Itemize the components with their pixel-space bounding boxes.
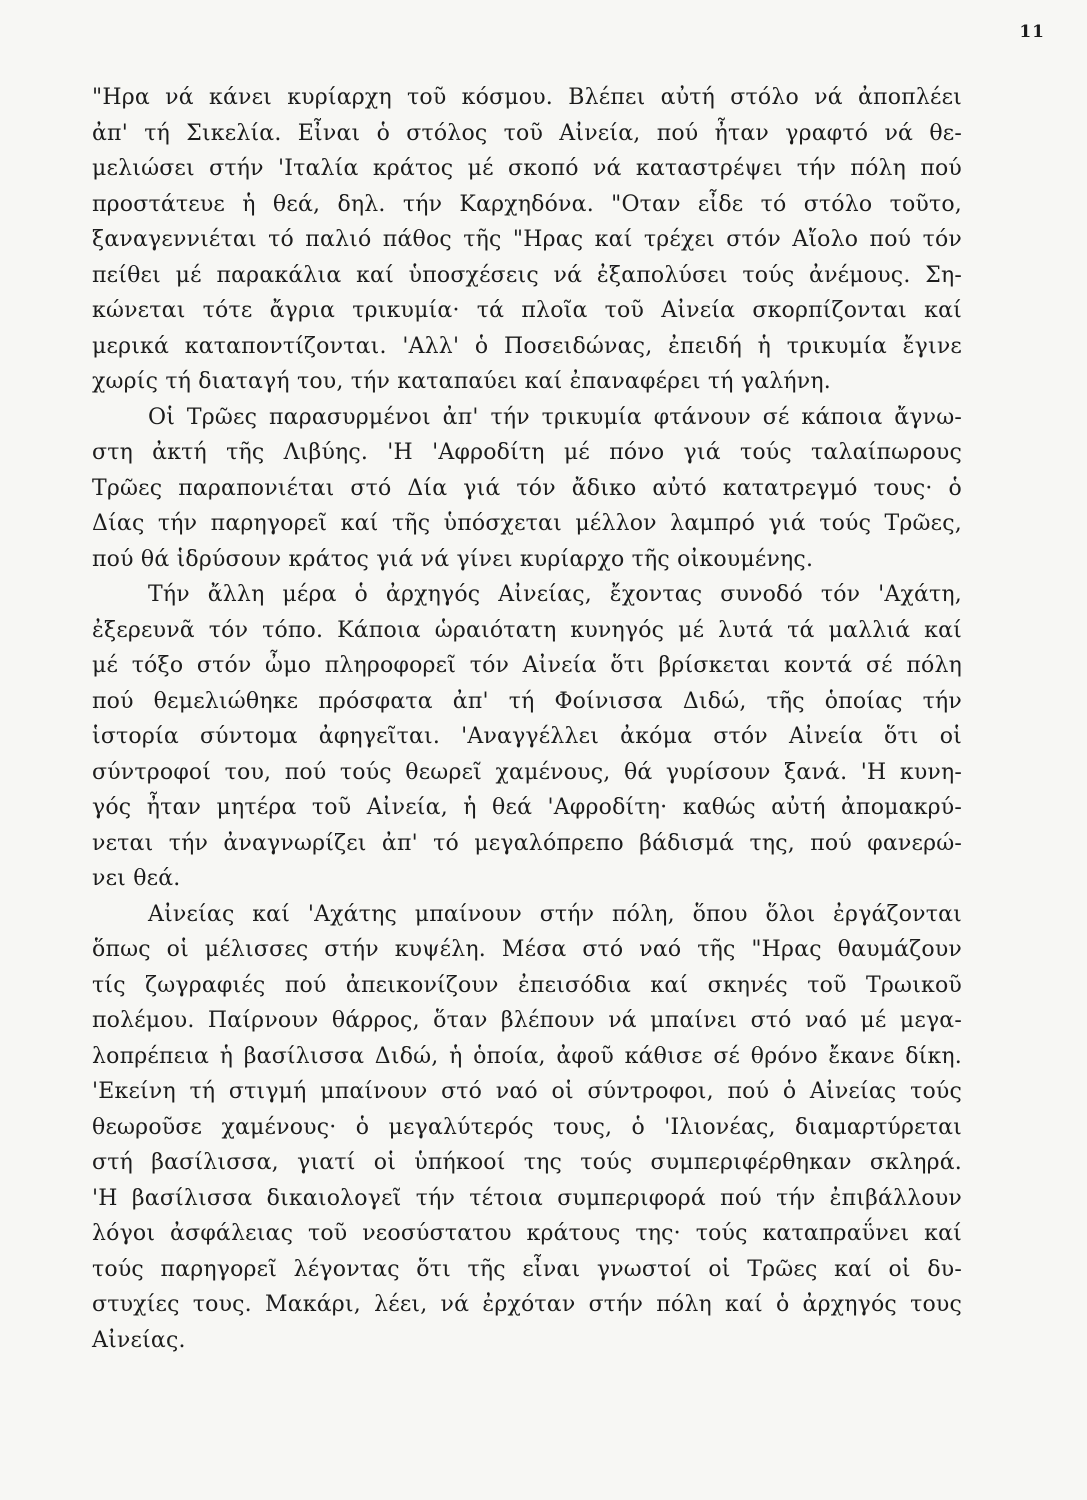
paragraph [92, 577, 962, 897]
text-line: πού θά ἱδρύσουν κράτος γιά νά γίνει κυρίαρχο τῆς οἰκουμένης. [92, 546, 814, 572]
text-line: Δίας τήν παρηγορεῖ καί τῆς ὑπόσχεται μέλλον λαμπρό γιά τούς Τρῶες, [92, 511, 962, 536]
text-line: λόγοι ἀσφάλειας τοῦ νεοσύστατου κράτους της· τούς καταπραΰνει καί [92, 1221, 962, 1246]
text-line: χωρίς τή διαταγή του, τήν καταπαύει καί ἐπαναφέρει τή γαλήνη. [92, 369, 831, 394]
text-line: θεωροῦσε χαμένους· ὁ μεγαλύτερός τους, ὁ 'Ιλιονέας, διαμαρτύρεται [92, 1114, 962, 1140]
page-number: 11 [1019, 22, 1045, 42]
text-line: μερικά καταποντίζονται. 'Αλλ' ὁ Ποσειδώνας, ἐπειδή ἡ τρικυμία ἔγινε [92, 333, 962, 359]
text-line: νει θεά. [92, 866, 181, 891]
text-line: γός ἦταν μητέρα τοῦ Αἰνεία, ἡ θεά 'Αφροδίτη· καθώς αὐτή ἀπομακρύ- [92, 795, 962, 820]
text-line: Αἰνείας. [92, 1327, 186, 1353]
text-line: πολέμου. Παίρνουν θάρρος, ὅταν βλέπουν νά μπαίνει στό ναό μέ μεγα- [92, 1008, 962, 1033]
text-line: μελιώσει στήν 'Ιταλία κράτος μέ σκοπό νά καταστρέψει τήν πόλη πού [92, 156, 962, 181]
text-line: 'Εκείνη τή στιγμή μπαίνουν στό ναό οἱ σύντροφοι, πού ὁ Αἰνείας τούς [92, 1079, 962, 1104]
body-text [92, 80, 962, 1358]
text-line: 'Η βασίλισσα δικαιολογεῖ τήν τέτοια συμπεριφορά πού τήν ἐπιβάλλουν [92, 1185, 962, 1211]
text-line: λοπρέπεια ἡ βασίλισσα Διδώ, ἡ ὁποία, ἀφοῦ κάθισε σέ θρόνο ἔκανε δίκη. [92, 1043, 962, 1069]
text-line: "Ηρα νά κάνει κυρίαρχη τοῦ κόσμου. Βλέπει αὐτή στόλο νά ἀποπλέει [92, 85, 962, 110]
text-line: πού θεμελιώθηκε πρόσφατα ἀπ' τή Φοίνισσα Διδώ, τῆς ὁποίας τήν [92, 688, 962, 714]
paragraph [92, 80, 962, 400]
text-line: Τήν ἄλλη μέρα ὁ ἀρχηγός Αἰνείας, ἔχοντας συνοδό τόν 'Αχάτη, [148, 582, 962, 607]
text-line: ἐξερευνᾶ τόν τόπο. Κάποια ὡραιότατη κυνηγός μέ λυτά τά μαλλιά καί [92, 617, 962, 643]
text-line: Τρῶες παραπονιέται στό Δία γιά τόν ἄδικο αὐτό κατατρεγμό τους· ὁ [92, 475, 962, 501]
text-line: πείθει μέ παρακάλια καί ὑποσχέσεις νά ἐξαπολύσει τούς ἀνέμους. Ση- [92, 262, 962, 288]
text-line: στυχίες τους. Μακάρι, λέει, νά ἐρχόταν στήν πόλη καί ὁ ἀρχηγός τους [92, 1292, 962, 1317]
text-line: Οἱ Τρῶες παρασυρμένοι ἀπ' τήν τρικυμία φτάνουν σέ κάποια ἄγνω- [148, 404, 962, 430]
text-line: μέ τόξο στόν ὦμο πληροφορεῖ τόν Αἰνεία ὅτι βρίσκεται κοντά σέ πόλη [92, 653, 962, 678]
text-line: προστάτευε ἡ θεά, δηλ. τήν Καρχηδόνα. "Οταν εἶδε τό στόλο τοῦτο, [92, 191, 962, 217]
text-line: στή βασίλισσα, γιατί οἱ ὑπήκοοί της τούς συμπεριφέρθηκαν σκληρά. [92, 1150, 962, 1175]
text-line: τούς παρηγορεῖ λέγοντας ὅτι τῆς εἶναι γνωστοί οἱ Τρῶες καί οἱ δυ- [92, 1256, 962, 1282]
text-line: νεται τήν ἀναγνωρίζει ἀπ' τό μεγαλόπρεπο βάδισμά της, πού φανερώ- [92, 830, 962, 856]
text-line: στη ἀκτή τῆς Λιβύης. 'Η 'Αφροδίτη μέ πόνο γιά τούς ταλαίπωρους [92, 440, 962, 465]
paragraph [92, 400, 962, 578]
text-line: κώνεται τότε ἄγρια τρικυμία· τά πλοῖα τοῦ Αἰνεία σκορπίζονται καί [92, 298, 962, 323]
text-line: ἱστορία σύντομα ἀφηγεῖται. 'Αναγγέλλει ἀκόμα στόν Αἰνεία ὅτι οἱ [92, 724, 962, 749]
text-line: τίς ζωγραφιές πού ἀπεικονίζουν ἐπεισόδια καί σκηνές τοῦ Τρωικοῦ [92, 972, 962, 998]
text-line: σύντροφοί του, πού τούς θεωρεῖ χαμένους, θά γυρίσουν ξανά. 'Η κυνη- [92, 759, 962, 785]
paragraph [92, 897, 962, 1359]
text-line: ἀπ' τή Σικελία. Εἶναι ὁ στόλος τοῦ Αἰνεία, πού ἦταν γραφτό νά θε- [92, 120, 962, 146]
text-line: ὅπως οἱ μέλισσες στήν κυψέλη. Μέσα στό ναό τῆς "Ηρας θαυμάζουν [92, 937, 962, 962]
text-line: ξαναγεννιέται τό παλιό πάθος τῆς "Ηρας καί τρέχει στόν Αἴολο πού τόν [92, 227, 962, 252]
text-line: Αἰνείας καί 'Αχάτης μπαίνουν στήν πόλη, ὅπου ὅλοι ἐργάζονται [148, 901, 962, 927]
